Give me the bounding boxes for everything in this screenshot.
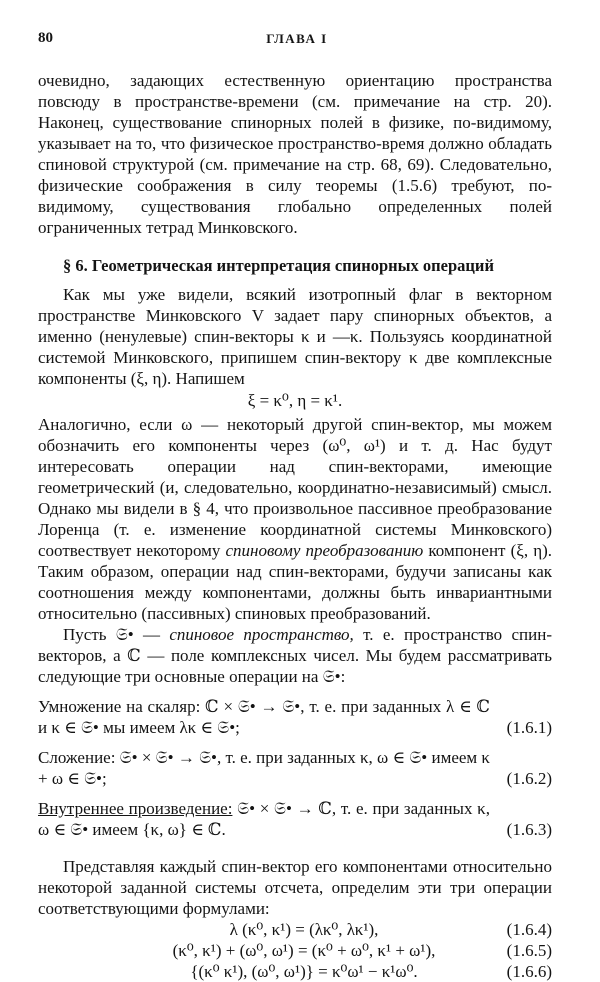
section-heading: § 6. Геометрическая интерпретация спинорных операций: [63, 256, 494, 275]
formula-row: [38, 940, 552, 961]
paragraph-3-part-b: компонент (ξ, η). Таким образом, операции над спин-векторами, будучи записаны как соотношения между компонентами, должны быть инвариантными относительно (пассивных) спиновых преобразований.: [38, 541, 553, 623]
formula-row: [38, 961, 552, 982]
paragraph-4-emphasis: спиновое пространство,: [169, 625, 354, 644]
paragraph-4-part-a: Пусть 𝔖• —: [63, 625, 170, 644]
operation-inner-product: [38, 798, 552, 840]
operation-text: 𝔖• × 𝔖• → ℂ, т. е. при заданных κ, ω ∈ 𝔖• имеем {κ, ω} ∈ ℂ.: [38, 799, 490, 839]
equation-number: (1.6.4): [506, 920, 552, 939]
operation-text: Сложение: 𝔖• × 𝔖• → 𝔖•, т. е. при заданных κ, ω ∈ 𝔖• имеем κ + ω ∈ 𝔖•;: [38, 748, 490, 788]
operation-title-underlined: Внутреннее произведение:: [38, 799, 233, 818]
operation-scalar: [38, 696, 552, 738]
paragraph-3-emphasis: спиновому преобразованию: [225, 541, 424, 560]
formula-xi-eta: ξ = κ⁰, η = κ¹.: [247, 391, 343, 410]
paragraph-3: [38, 414, 552, 624]
equation-number: (1.6.5): [506, 941, 552, 960]
paragraph-3-part-a: Аналогично, если ω — некоторый другой спин-вектор, мы можем обозначить его компоненты через (ω⁰, ω¹) и т. д. Нас будут интересовать операции над спин-векторами, имеющие геометрический (и, следовательно, координатно-независимый) смысл. Однако мы видели в § 4, что произвольное пассивное преобразование Лоренца (т. е. изменение координатной системы Минковского) соотвествует некоторому: [38, 415, 552, 560]
formula: λ (κ⁰, κ¹) = (λκ⁰, λκ¹),: [229, 920, 379, 939]
formula: (κ⁰, κ¹) + (ω⁰, ω¹) = (κ⁰ + ω⁰, κ¹ + ω¹),: [172, 941, 436, 960]
equation-number: (1.6.1): [506, 718, 552, 737]
operation-text-wrap: [38, 798, 490, 840]
formula-row: [38, 919, 552, 940]
equation-number: (1.6.2): [506, 769, 552, 788]
equation-number: (1.6.3): [506, 820, 552, 839]
paragraph-2: Как мы уже видели, всякий изотропный флаг в векторном пространстве Минковского V задает пару спинорных объектов, а именно (ненулевые) спин-векторы κ и —κ. Пользуясь координатной системой Минковского, припишем спин-вектору κ две комплексные компоненты (ξ, η). Напишем: [38, 285, 552, 388]
paragraph-5: Представляя каждый спин-вектор его компонентами относительно некоторой заданной системы отсчета, определим эти три операции соответствующими формулами:: [38, 857, 552, 918]
paragraph-4-part-b: т. е. пространство спин-векторов, а ℂ — поле комплексных чисел. Мы будем рассматривать следующие три основные операции на 𝔖•:: [38, 625, 552, 686]
paragraph-1: очевидно, задающих естественную ориентацию пространства повсюду в пространстве-времени (см. примечание на стр. 20). Наконец, существование спинорных полей в физике, по-видимому, указывает на то, что физическое пространство-время должно обладать спиновой структурой (см. примечание на стр. 68, 69). Следовательно, физические соображения в силу теоремы (1.5.6) требуют, по-видимому, существования глобально определенных полей ограниченных тетрад Минковского.: [38, 71, 552, 237]
equation-number: (1.6.6): [506, 962, 552, 981]
running-head: ГЛАВА I: [266, 31, 328, 46]
page-number: 80: [38, 30, 53, 46]
page-header: [38, 30, 556, 52]
operation-sum: [38, 747, 552, 789]
page-body: [38, 70, 552, 982]
paragraph-4: [38, 624, 552, 687]
operation-text: Умножение на скаляр: ℂ × 𝔖• → 𝔖•, т. е. при заданных λ ∈ ℂ и κ ∈ 𝔖• мы имеем λκ ∈ 𝔖•;: [38, 697, 490, 737]
formula: {(κ⁰ κ¹), (ω⁰, ω¹)} = κ⁰ω¹ − κ¹ω⁰.: [190, 962, 418, 981]
